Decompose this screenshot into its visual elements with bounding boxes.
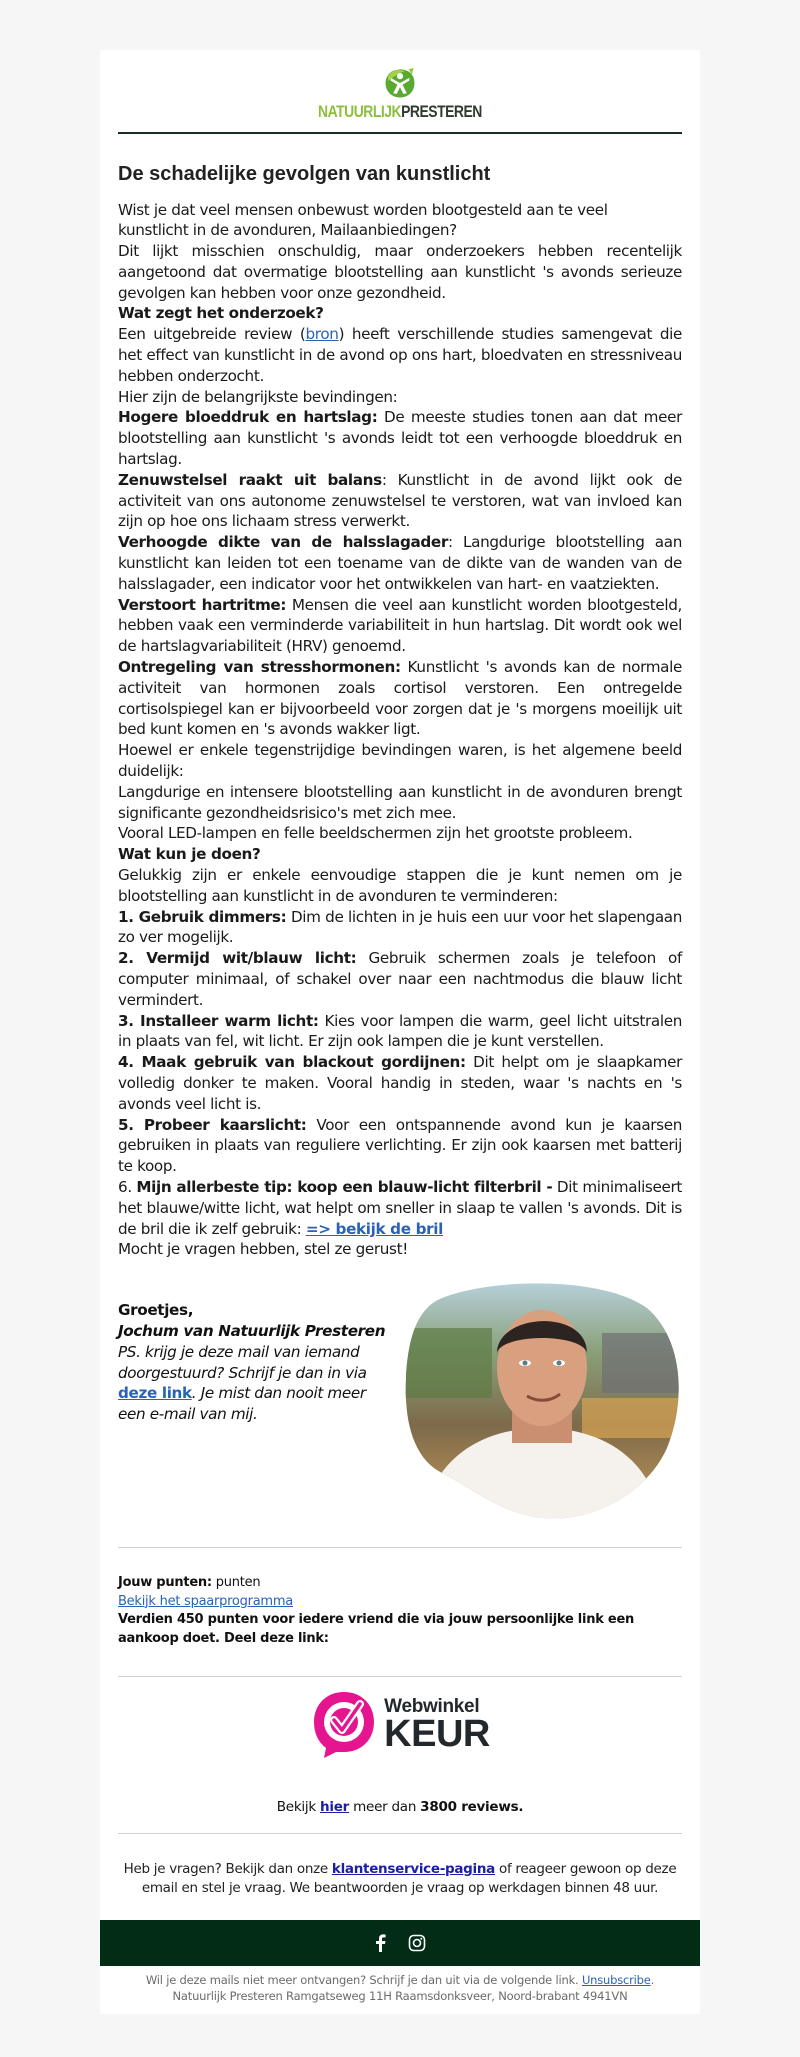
sender-name: Jochum van Natuurlijk Presteren bbox=[118, 1321, 386, 1340]
header-divider bbox=[118, 132, 682, 134]
logo-wordmark: NATUURLIJKPRESTEREN bbox=[318, 102, 482, 121]
research-heading: Wat zegt het onderzoek? bbox=[118, 304, 324, 323]
tip-item: 3. Installeer warm licht: Kies voor lampen die warm, geel licht uitstralen in plaats van fel, wit licht. Er zijn ook lampen die je kunt verstellen. bbox=[118, 1011, 683, 1051]
portrait-photo bbox=[402, 1278, 682, 1523]
findings-intro: Hier zijn de belangrijkste bevindingen: bbox=[118, 387, 398, 406]
tip-item-best: 6. Mijn allerbeste tip: koop een blauw-licht filterbril - Dit minimaliseert het blauwe/witte licht, wat helpt om sneller in slaap te vallen 's avonds. Dit is de bril die ik zelf gebruik: => bekijk de bril bbox=[118, 1177, 682, 1238]
conclusion-text: Langdurige en intensere blootstelling aan kunstlicht in de avonduren brengt significante gezondheidsrisico's met zich mee. bbox=[118, 782, 682, 822]
leaf-person-icon bbox=[383, 66, 417, 100]
instagram-icon[interactable] bbox=[408, 1934, 426, 1952]
finding-item: Verstoort hartritme: Mensen die veel aan kunstlicht worden blootgesteld, hebben vaak een verminderde variabiliteit in hun hartslag. Dit wordt ook wel de hartslagvariabiliteit (HRV) genoemd. bbox=[118, 595, 682, 656]
greeting: Groetjes, bbox=[118, 1301, 194, 1320]
email-footer: Wil je deze mails niet meer ontvangen? Schrijf je dan uit via de volgende link. Unsubscribe. Natuurlijk Presteren Ramgatseweg 11H Raamsdonksveer, Noord-brabant 4941VN bbox=[100, 1966, 700, 2014]
ps-text: PS. krijg je deze mail van iemand doorgestuurd? Schrijf je dan in via deze link. Je mist dan nooit meer een e-mail van mij. bbox=[118, 1342, 367, 1424]
intro-text: Wist je dat veel mensen onbewust worden blootgesteld aan te veel kunstlicht in de avonduren, Mailaanbiedingen? bbox=[118, 200, 608, 240]
reviews-line: Bekijk hier meer dan 3800 reviews. bbox=[276, 1799, 524, 1816]
keur-line2: KEUR bbox=[384, 1713, 490, 1756]
customer-service-link[interactable]: klantenservice-pagina bbox=[331, 1861, 495, 1878]
finding-item: Zenuwstelsel raakt uit balans: Kunstlicht in de avond lijkt ook de activiteit van ons autonome zenuwstelsel te verstoren, wat van invloed kan zijn op hoe ons lichaam stress verwerkt. bbox=[118, 470, 682, 531]
keur-line1: Webwinkel bbox=[384, 1696, 480, 1718]
todo-intro: Gelukkig zijn er enkele eenvoudige stappen die je kunt nemen om je blootstelling aan kunstlicht in de avonduren te verminderen: bbox=[118, 866, 682, 905]
source-link[interactable]: bron bbox=[305, 325, 339, 344]
view-glasses-link[interactable]: => bekijk de bril bbox=[305, 1219, 443, 1238]
loyalty-points-section bbox=[100, 1548, 700, 1676]
subscribe-link[interactable]: deze link bbox=[118, 1384, 192, 1403]
referral-text: Verdien 450 punten voor iedere vriend die via jouw persoonlijke link een aankoop doet. Deel deze link: bbox=[118, 1612, 635, 1646]
brand-logo[interactable] bbox=[100, 50, 700, 122]
portrait-image bbox=[402, 1278, 682, 1523]
points-value: punten bbox=[211, 1575, 261, 1591]
finding-item: Hogere bloeddruk en hartslag: De meeste studies tonen aan dat meer blootstelling aan kunstlicht 's avonds leidt tot een verhoogde bloeddruk en hartslag. bbox=[118, 408, 683, 469]
signature-block bbox=[118, 1280, 682, 1523]
conclusion-text: Hoewel er enkele tegenstrijdige bevindingen waren, is het algemene beeld duidelijk: bbox=[118, 741, 682, 781]
reviews-link[interactable]: hier bbox=[320, 1799, 350, 1816]
article-body bbox=[118, 200, 682, 1261]
help-text: Heb je vragen? Bekijk dan onze klantenservice-pagina of reageer gewoon op deze email en stel je vraag. We beantwoorden je vraag op werkdagen binnen 48 uur. bbox=[123, 1861, 677, 1897]
points-label: Jouw punten: bbox=[118, 1575, 212, 1591]
savings-program-link[interactable]: Bekijk het spaarprogramma bbox=[118, 1593, 293, 1609]
keur-check-icon bbox=[310, 1688, 378, 1760]
tip-item: 5. Probeer kaarslicht: Voor een ontspannende avond kun je kaarsen gebruiken in plaats van reguliere verlichting. Er zijn ook kaarsen met batterij te koop. bbox=[118, 1115, 683, 1176]
article-title: De schadelijke gevolgen van kunstlicht bbox=[118, 162, 491, 185]
facebook-icon[interactable] bbox=[374, 1934, 386, 1952]
tip-item: 1. Gebruik dimmers: Dim de lichten in je huis een uur voor het slapengaan zo ver mogelijk. bbox=[118, 907, 683, 947]
finding-item: Ontregeling van stresshormonen: Kunstlicht 's avonds kan de normale activiteit van hormonen zoals cortisol verstoren. Een ontregelde cortisolspiegel kan er bijvoorbeeld voor zorgen dat je 's morgens moeilijk uit bed kunt komen en 's avonds wakker ligt. bbox=[118, 658, 682, 739]
webwinkel-keur-badge[interactable] bbox=[100, 1677, 700, 1773]
closing-text: Mocht je vragen hebben, stel ze gerust! bbox=[118, 1240, 408, 1259]
email-card bbox=[100, 50, 700, 2014]
tip-item: 4. Maak gebruik van blackout gordijnen: Dit helpt om je slaapkamer volledig donker te maken. Vooral handig in steden, waar 's nachts en 's avonds veel licht is. bbox=[118, 1053, 682, 1113]
todo-heading: Wat kun je doen? bbox=[118, 845, 261, 864]
finding-item: Verhoogde dikte van de halsslagader: Langdurige blootstelling aan kunstlicht kan leiden tot een toename van de dikte van de wanden van de halsslagader, een indicator voor het ontwikkelen van hart- en vaatziekten. bbox=[118, 533, 682, 593]
research-paragraph: Een uitgebreide review (bron) heeft verschillende studies samengevat die het effect van kunstlicht in de avond op ons hart, bloedvaten en stressniveau hebben onderzocht. bbox=[118, 325, 683, 385]
social-bar bbox=[100, 1920, 700, 1966]
conclusion-text: Vooral LED-lampen en felle beeldschermen zijn het grootste probleem. bbox=[118, 824, 633, 843]
intro-text-2: Dit lijkt misschien onschuldig, maar onderzoekers hebben recentelijk aangetoond dat overmatige blootstelling aan kunstlicht 's avonds serieuze gevolgen kan hebben voor onze gezondheid. bbox=[118, 242, 682, 302]
company-address: Natuurlijk Presteren Ramgatseweg 11H Raamsdonksveer, Noord-brabant 4941VN bbox=[172, 1988, 628, 2003]
tip-item: 2. Vermijd wit/blauw licht: Gebruik schermen zoals je telefoon of computer minimaal, of schakel over naar een nachtmodus die blauw licht vermindert. bbox=[118, 949, 682, 1009]
unsubscribe-link[interactable]: Unsubscribe bbox=[581, 1973, 651, 1988]
